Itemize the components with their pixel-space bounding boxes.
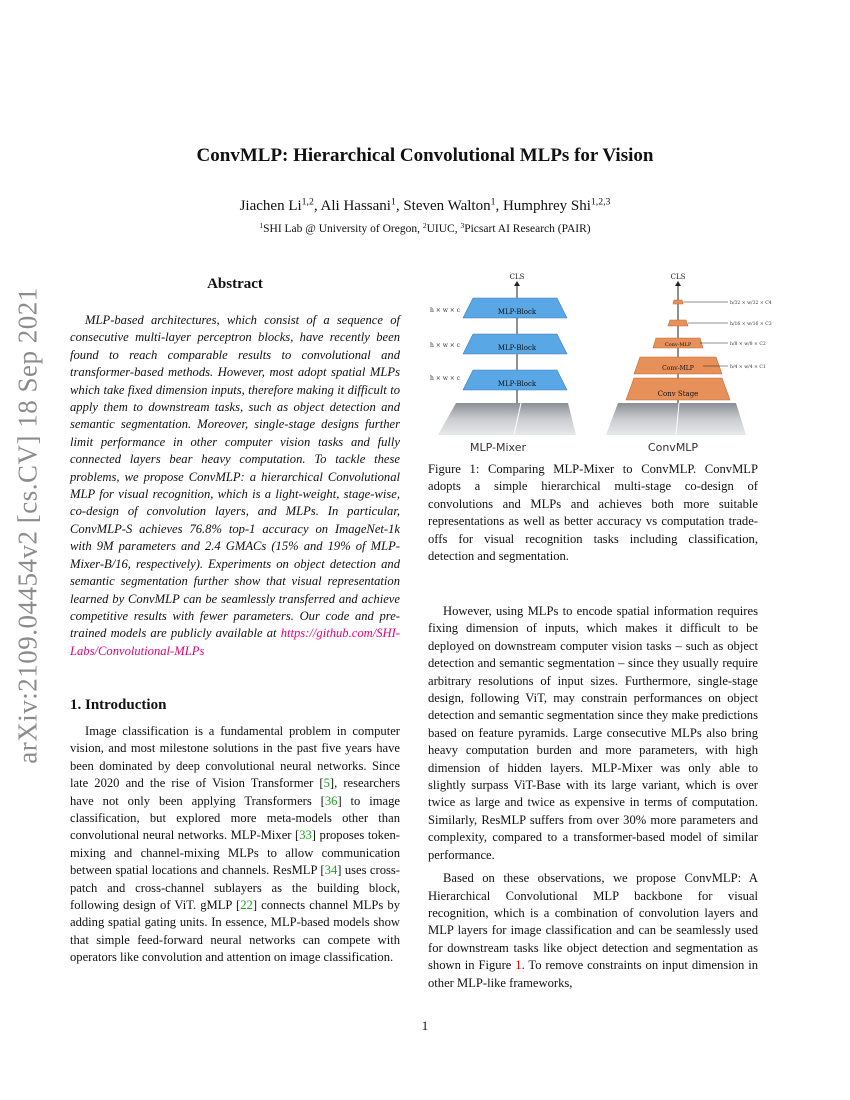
affil-name: UIUC — [426, 223, 455, 235]
intro-paragraph-3 — [428, 870, 758, 992]
arxiv-id: arXiv:2109.04454v2 [cs.CV] 18 Sep 2021 — [12, 286, 43, 764]
abstract-text: MLP-based architectures, which consist of a sequence of consecutive multi-layer perceptron blocks, have recently been found to reach comparable results to convolutional and transformer-based methods. However, most adopt spatial MLPs which take fixed dimension inputs, therefore making it difficult to apply them to downstream tasks, such as object detection and semantic segmentation. Moreover, single-stage designs further limit performance in other computer vision tasks and fully connected layers bear heavy computation. To tackle these problems, we propose ConvMLP: a hierarchical Convolutional MLP for visual recognition, which is a light-weight, stage-wise, co-design of convolution layers, and MLPs. In particular, ConvMLP-S achieves 76.8% top-1 accuracy on ImageNet-1k with 9M parameters and 2.4 GMACs (15% and 19% of MLP-Mixer-B/16, respectively). Experiments on object detection and semantic segmentation further show that visual representation learned by ConvMLP can be seamlessly transferred and achieve competitive results with fewer parameters. Our code and pre-trained models are publicly available at — [70, 313, 400, 641]
abstract-body — [70, 312, 400, 660]
citation-link[interactable]: 36 — [324, 793, 338, 808]
paragraph-text: ] connects channel MLPs by adding spatial gating units. In essence, MLP-based models show that simple feed-forward neural networks can compete with operators like convolution and attention on image classification. — [70, 898, 400, 965]
mixer-dim-1: h × w × c — [430, 307, 461, 314]
arxiv-stamp — [4, 286, 52, 764]
paragraph-text: ] proposes token-mixing and channel-mixing MLPs to allow communication between spatial locations and channels. ResMLP [ — [70, 828, 400, 878]
author-name: Jiachen Li — [239, 198, 302, 214]
affil-sup: 1 — [259, 220, 264, 230]
convmlp-stage-label-1: Conv Stage — [657, 390, 699, 398]
citation-link[interactable]: 34 — [324, 863, 338, 878]
mixer-label: MLP-Mixer — [470, 441, 526, 454]
convmlp-label: ConvMLP — [647, 441, 699, 454]
code-link[interactable]: https://github.com/SHI-Labs/Convolutional-MLPs — [70, 626, 400, 658]
mixer-input-image — [438, 403, 576, 435]
section-heading-introduction: 1. Introduction — [70, 697, 167, 713]
author-name: Humphrey Shi — [502, 198, 591, 214]
citation-link[interactable]: 22 — [240, 898, 253, 913]
figure-1 — [428, 270, 772, 460]
affil-name: Picsart AI Research (PAIR) — [464, 223, 591, 235]
affil-sup: 3 — [460, 220, 465, 230]
author-affil-sup: 1 — [390, 196, 396, 208]
convmlp-dim-1: h/4 × w/4 × C1 — [730, 365, 766, 370]
paper-title: ConvMLP: Hierarchical Convolutional MLPs for Vision — [196, 145, 654, 166]
author-affil-sup: 1,2 — [301, 196, 314, 208]
affil-name: SHI Lab @ University of Oregon — [263, 223, 418, 235]
author-name: Ali Hassani — [320, 198, 391, 214]
mixer-block-label-1: MLP-Block — [497, 308, 537, 316]
mixer-block-label-3: MLP-Block — [497, 380, 537, 388]
paragraph-text: Image classification is a fundamental problem in computer vision, and most milestone solutions in the past five years have been dominated by deep convolutional neural networks. Since late 2020 and the rise of Vision Transformer [ — [70, 724, 400, 791]
intro-right-column — [428, 603, 758, 992]
abstract-heading: Abstract — [207, 276, 263, 292]
author-affil-sup: 1 — [490, 196, 496, 208]
intro-paragraph-2: However, using MLPs to encode spatial information requires fixing dimension of inputs, which makes it difficult to be deployed on downstream computer vision tasks – such as object detection and semantic segmentation – since they usually require arbitrary resolutions of input sizes. Furthermore, single-stage design, following ViT, may constrain performances on object detection and semantic segmentation since they make predictions based on feature pyramids. Large consecutive MLPs also bring heavy computation burden and more parameters, with high dimension of hidden layers. MLP-Mixer was only able to slightly surpass ViT-Base with its large variant, which is over twice as large and twice as expensive in terms of computation. Similarly, ResMLP suffers from over 30% more parameters and complexity, compared to a transformer-based model of similar performance. — [428, 604, 758, 862]
convmlp-dim-3: h/16 × w/16 × C3 — [730, 322, 772, 327]
convmlp-cls-label: CLS — [670, 273, 686, 281]
mixer-dim-3: h × w × c — [430, 375, 461, 382]
architecture-diagram — [428, 270, 772, 460]
caption-text: Figure 1: Comparing MLP-Mixer to ConvMLP. ConvMLP adopts a simple hierarchical multi-stage co-design of convolutions and MLPs and achieves both more suitable representations as well as better accuracy vs computation trade-offs for visual recognition tasks including classification, detection and segmentation. — [428, 462, 758, 564]
convmlp-stage-4 — [668, 320, 688, 326]
paragraph-text: Based on these observations, we propose ConvMLP: A Hierarchical Convolutional MLP backbone for visual recognition, which is a combination of convolution layers and MLP layers for image classification and can be seamlessly used for downstream tasks like object detection and segmentation as shown in Figure — [428, 871, 758, 973]
convmlp-dim-2: h/8 × w/8 × C2 — [730, 342, 766, 347]
paragraph-text: ] uses cross-patch and cross-channel sublayers as the building block, following design of ViT. gMLP [ — [70, 863, 401, 913]
author-list: Jiachen Li$^{1,2}$, Ali Hassani$^1$, Steven Walton$^1$, Humphrey Shi$^{1,2,3}$ — [239, 196, 611, 214]
paragraph-text: ], researchers have not only been applying Transformers [ — [70, 776, 400, 808]
mixer-block-label-2: MLP-Block — [497, 344, 537, 352]
affil-sup: 2 — [422, 220, 427, 230]
paragraph-text: . To remove constraints on input dimension in other MLP-like frameworks, — [428, 958, 758, 990]
intro-paragraph-1 — [70, 723, 400, 967]
author-affil-sup: 1,2,3 — [590, 196, 611, 208]
citation-link[interactable]: 5 — [323, 776, 330, 791]
figure-ref-link[interactable]: 1 — [515, 958, 522, 973]
figure-1-caption — [428, 461, 758, 565]
convmlp-stage-5 — [673, 300, 683, 304]
page-number: 1 — [421, 1018, 429, 1033]
mixer-cls-label: CLS — [509, 273, 525, 281]
mixer-dim-2: h × w × c — [430, 342, 461, 349]
citation-link[interactable]: 33 — [299, 828, 312, 843]
convmlp-stage-label-2: Conv-MLP — [662, 365, 694, 372]
affiliation-list: $^1$SHI Lab @ University of Oregon, $^2$UIUC, $^3$Picsart AI Research (PAIR) — [259, 220, 591, 235]
convmlp-dim-4: h/32 × w/32 × C4 — [730, 301, 772, 306]
author-name: Steven Walton — [403, 198, 491, 214]
paragraph-text: ] to image classification, but explored more meta-models other than convolutional neural networks. MLP-Mixer [ — [70, 793, 400, 843]
convmlp-stage-label-3: Conv-MLP — [664, 342, 692, 348]
